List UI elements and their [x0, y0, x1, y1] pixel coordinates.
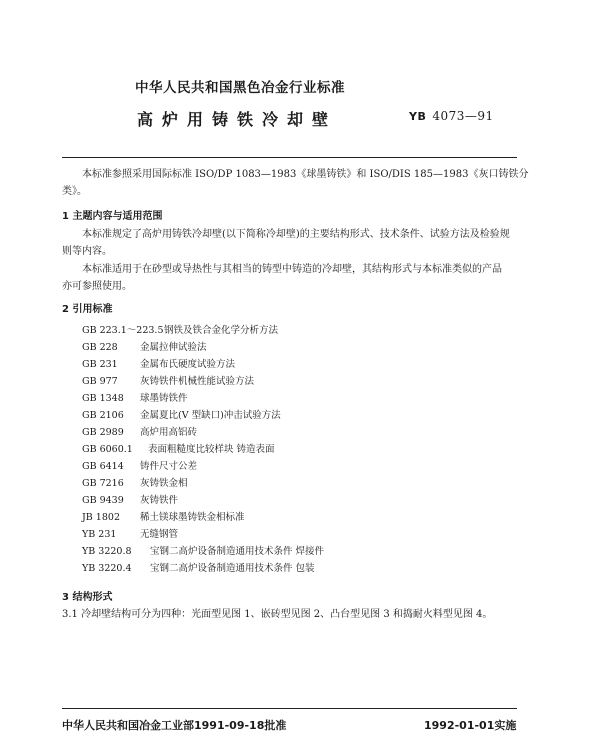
section-3-para-1: 3.1 冷却壁结构可分为四种：光面型见图 1、嵌砖型见图 2、凸台型见图 3 和捣耐火料型见图 4。 — [62, 609, 493, 620]
section-1-heading: 1 主题内容与适用范围 — [62, 211, 163, 222]
reference-item — [82, 339, 207, 353]
section-3-heading: 3 结构形式 — [62, 592, 113, 603]
reference-name: 宝钢二高炉设备制造通用技术条件 焊接件 — [150, 546, 325, 557]
reference-name: 表面粗糙度比较样块 铸造表面 — [148, 444, 275, 455]
reference-code: GB 231 — [82, 359, 118, 370]
reference-name: 宝钢二高炉设备制造通用技术条件 包装 — [150, 563, 315, 574]
reference-code: YB 3220.4 — [82, 563, 132, 574]
reference-name: 灰铸铁件机械性能试验方法 — [140, 376, 255, 387]
reference-name: 高炉用高铝砖 — [140, 427, 198, 438]
reference-item — [82, 373, 254, 387]
reference-name: 金属夏比(V 型缺口)冲击试验方法 — [140, 410, 281, 421]
reference-code: GB 223.1～223.5 — [82, 325, 164, 336]
reference-code: GB 2106 — [82, 410, 124, 421]
intro-line-1: 本标准参照采用国际标准 ISO/DP 1083—1983《球墨铸铁》和 ISO/DIS 185—1983《灰口铸铁分 — [82, 169, 529, 180]
reference-item — [82, 390, 188, 404]
reference-code: GB 6414 — [82, 461, 124, 472]
reference-code: GB 1348 — [82, 393, 124, 404]
reference-name: 稀土镁球墨铸铁金相标准 — [140, 512, 245, 523]
reference-code: JB 1802 — [82, 512, 120, 523]
reference-code: GB 2989 — [82, 427, 124, 438]
standard-code — [409, 109, 494, 123]
reference-code: YB 231 — [82, 529, 117, 540]
reference-item — [82, 458, 197, 472]
reference-item — [82, 441, 275, 455]
reference-code: GB 228 — [82, 342, 118, 353]
section-1-para-2-line-1: 本标准适用于在砂型或导热性与其相当的铸型中铸造的冷却壁，其结构形式与本标准类似的产品 — [82, 264, 502, 275]
issuing-organization: 中华人民共和国黑色冶金行业标准 — [135, 80, 345, 96]
reference-item — [82, 475, 188, 489]
standard-code-prefix: YB — [409, 110, 427, 123]
reference-item — [82, 322, 278, 336]
reference-code: GB 9439 — [82, 495, 124, 506]
footer-rule — [62, 708, 517, 709]
section-1-para-1-line-1: 本标准规定了高炉用铸铁冷却壁(以下简称冷却壁)的主要结构形式、技术条件、试验方法及检验规 — [82, 229, 510, 240]
reference-name: 金属布氏硬度试验方法 — [140, 359, 236, 370]
reference-item — [82, 356, 235, 370]
reference-code: GB 7216 — [82, 478, 124, 489]
reference-item — [82, 509, 245, 523]
standard-code-number: 4073—91 — [432, 109, 494, 123]
reference-item — [82, 424, 197, 438]
reference-name: 铸件尺寸公差 — [140, 461, 198, 472]
reference-item — [82, 543, 324, 557]
section-1-para-1-line-2: 则等内容。 — [62, 246, 112, 257]
reference-code: GB 977 — [82, 376, 118, 387]
reference-name: 无缝钢管 — [140, 529, 179, 540]
reference-code: YB 3220.8 — [82, 546, 132, 557]
section-2-heading: 2 引用标准 — [62, 304, 113, 315]
document-title: 高炉用铸铁冷却壁 — [137, 110, 338, 129]
reference-name: 灰铸铁金相 — [140, 478, 188, 489]
header-rule — [62, 157, 517, 158]
reference-item — [82, 407, 281, 421]
reference-code: GB 6060.1 — [82, 444, 133, 455]
reference-item — [82, 492, 178, 506]
reference-name: 金属拉伸试验法 — [140, 342, 207, 353]
reference-item — [82, 560, 315, 574]
intro-line-2: 类》。 — [62, 186, 87, 197]
implementation-date: 1992-01-01实施 — [424, 719, 517, 732]
approval-statement: 中华人民共和国冶金工业部1991-09-18批准 — [62, 719, 287, 732]
section-1-para-2-line-2: 亦可参照使用。 — [62, 281, 132, 292]
reference-name: 钢铁及铁合金化学分析方法 — [164, 325, 279, 336]
reference-item — [82, 526, 178, 540]
reference-name: 灰铸铁件 — [140, 495, 179, 506]
reference-name: 球墨铸铁件 — [140, 393, 188, 404]
